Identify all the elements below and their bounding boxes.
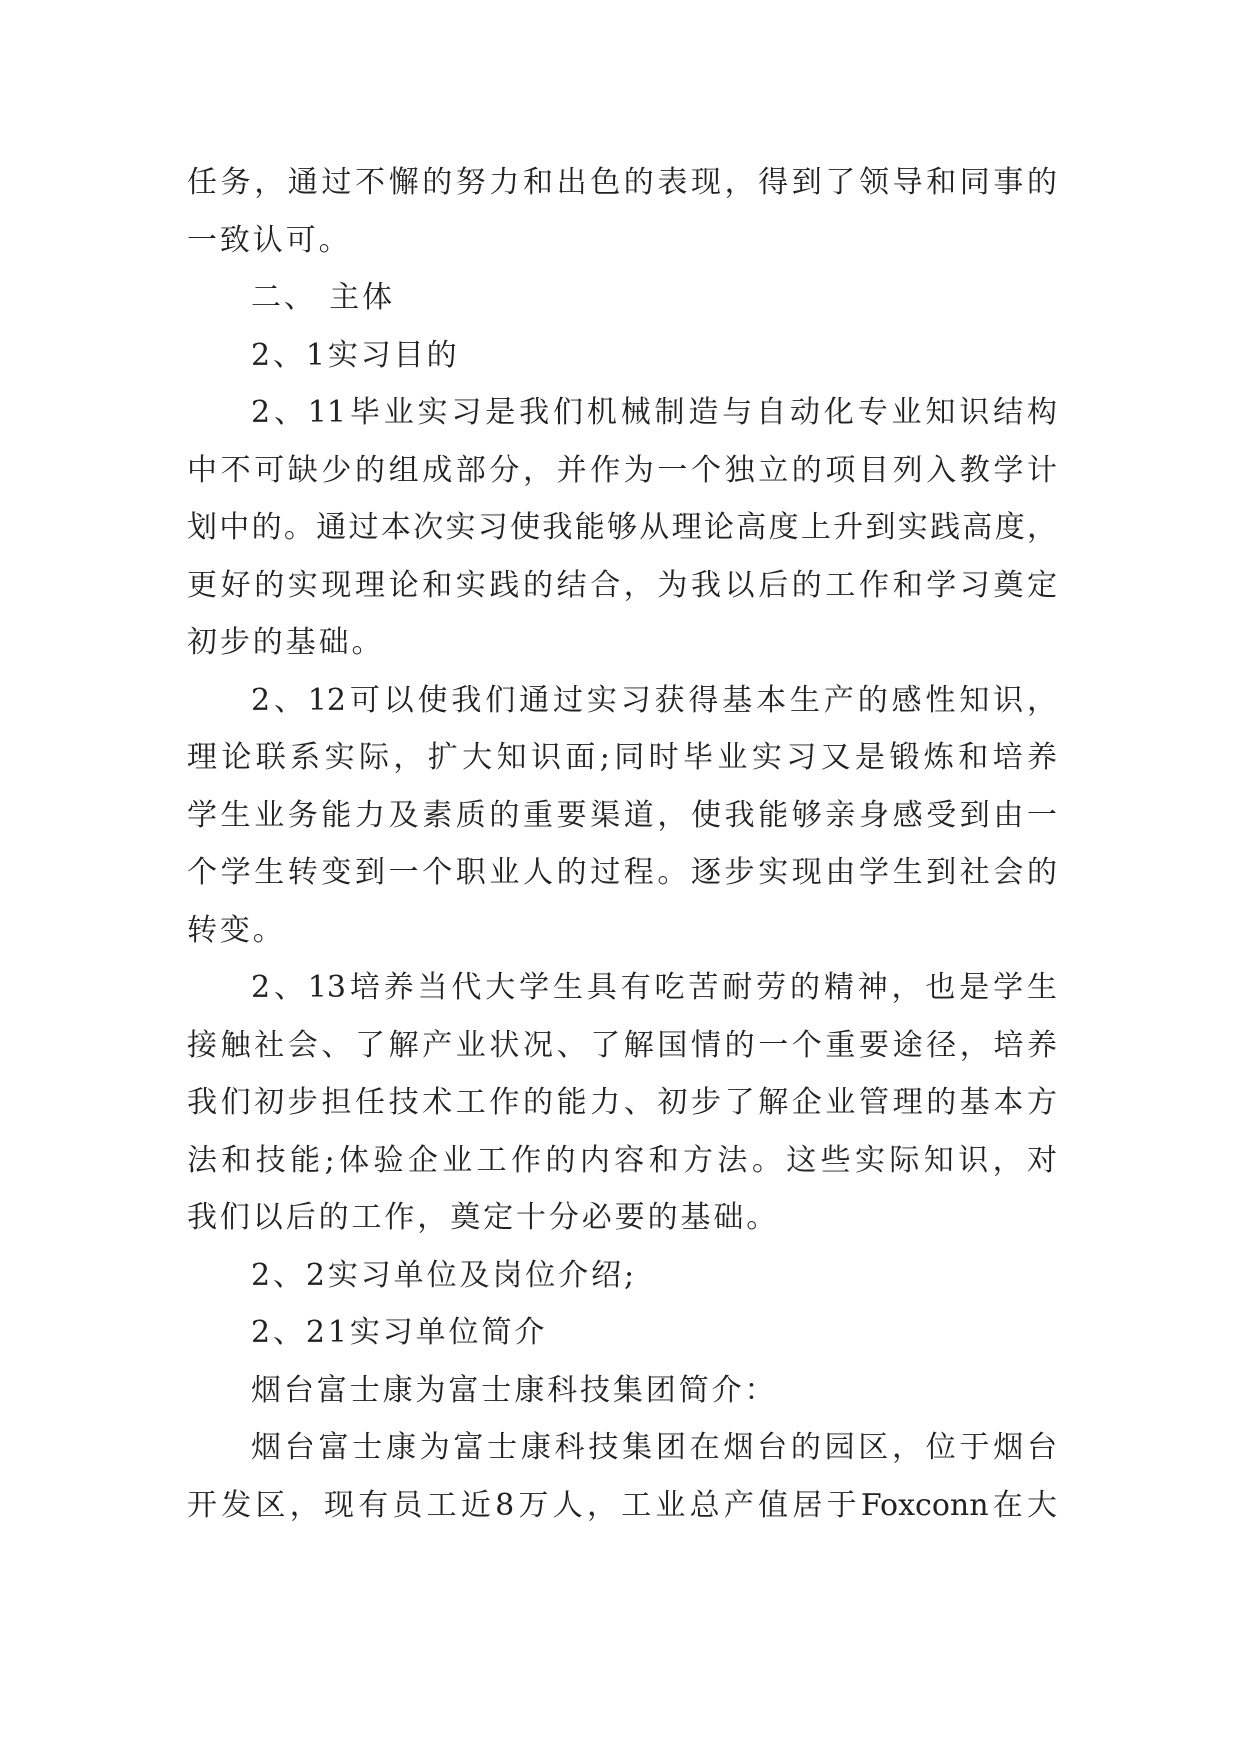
- paragraph-2-11-line-3: 划中的。通过本次实习使我能够从理论高度上升到实践高度，: [187, 510, 1057, 545]
- paragraph-2-11-line-1: 2、11毕业实习是我们机械制造与自动化专业知识结构: [251, 395, 1057, 430]
- company-intro-heading: 烟台富士康为富士康科技集团简介：: [251, 1372, 778, 1408]
- paragraph-2-13-line-4: 法和技能;体验企业工作的内容和方法。这些实际知识，对: [187, 1142, 1057, 1178]
- text-line-1: 任务，通过不懈的努力和出色的表现，得到了领导和同事的: [187, 165, 1057, 200]
- paragraph-2-13-line-1: 2、13培养当代大学生具有吃苦耐劳的精神，也是学生: [251, 970, 1057, 1005]
- company-paragraph-line-2: 开发区，现有员工近8万人，工业总产值居于Foxconn在大: [187, 1487, 1057, 1523]
- text-line-2: 一致认可。: [187, 222, 352, 258]
- paragraph-2-13-line-3: 我们初步担任技术工作的能力、初步了解企业管理的基本方: [187, 1085, 1057, 1120]
- paragraph-2-12-line-3: 学生业务能力及素质的重要渠道，使我能够亲身感受到由一: [187, 797, 1057, 833]
- document-body: [187, 154, 1057, 1534]
- paragraph-2-13-line-5: 我们以后的工作，奠定十分必要的基础。: [187, 1200, 780, 1235]
- paragraph-2-12-line-2: 理论联系实际，扩大知识面;同时毕业实习又是锻炼和培养: [187, 740, 1057, 775]
- paragraph-2-13-line-2: 接触社会、了解产业状况、了解国情的一个重要途径，培养: [187, 1027, 1057, 1063]
- paragraph-2-11-line-2: 中不可缺少的组成部分，并作为一个独立的项目列入教学计: [187, 452, 1057, 488]
- subsection-heading-unit-profile: 2、21实习单位简介: [251, 1315, 548, 1350]
- company-paragraph-line-1: 烟台富士康为富士康科技集团在烟台的园区，位于烟台: [251, 1430, 1057, 1465]
- paragraph-2-12-line-5: 转变。: [187, 912, 286, 948]
- paragraph-2-11-line-5: 初步的基础。: [187, 625, 385, 660]
- subsection-heading-purpose: 2、1实习目的: [251, 337, 460, 373]
- section-heading-main: 二、 主体: [251, 280, 396, 315]
- paragraph-2-12-line-4: 个学生转变到一个职业人的过程。逐步实现由学生到社会的: [187, 855, 1057, 890]
- paragraph-2-12-line-1: 2、12可以使我们通过实习获得基本生产的感性知识，: [251, 682, 1057, 718]
- subsection-heading-unit-intro: 2、2实习单位及岗位介绍;: [251, 1257, 637, 1293]
- paragraph-2-11-line-4: 更好的实现理论和实践的结合，为我以后的工作和学习奠定: [187, 567, 1057, 603]
